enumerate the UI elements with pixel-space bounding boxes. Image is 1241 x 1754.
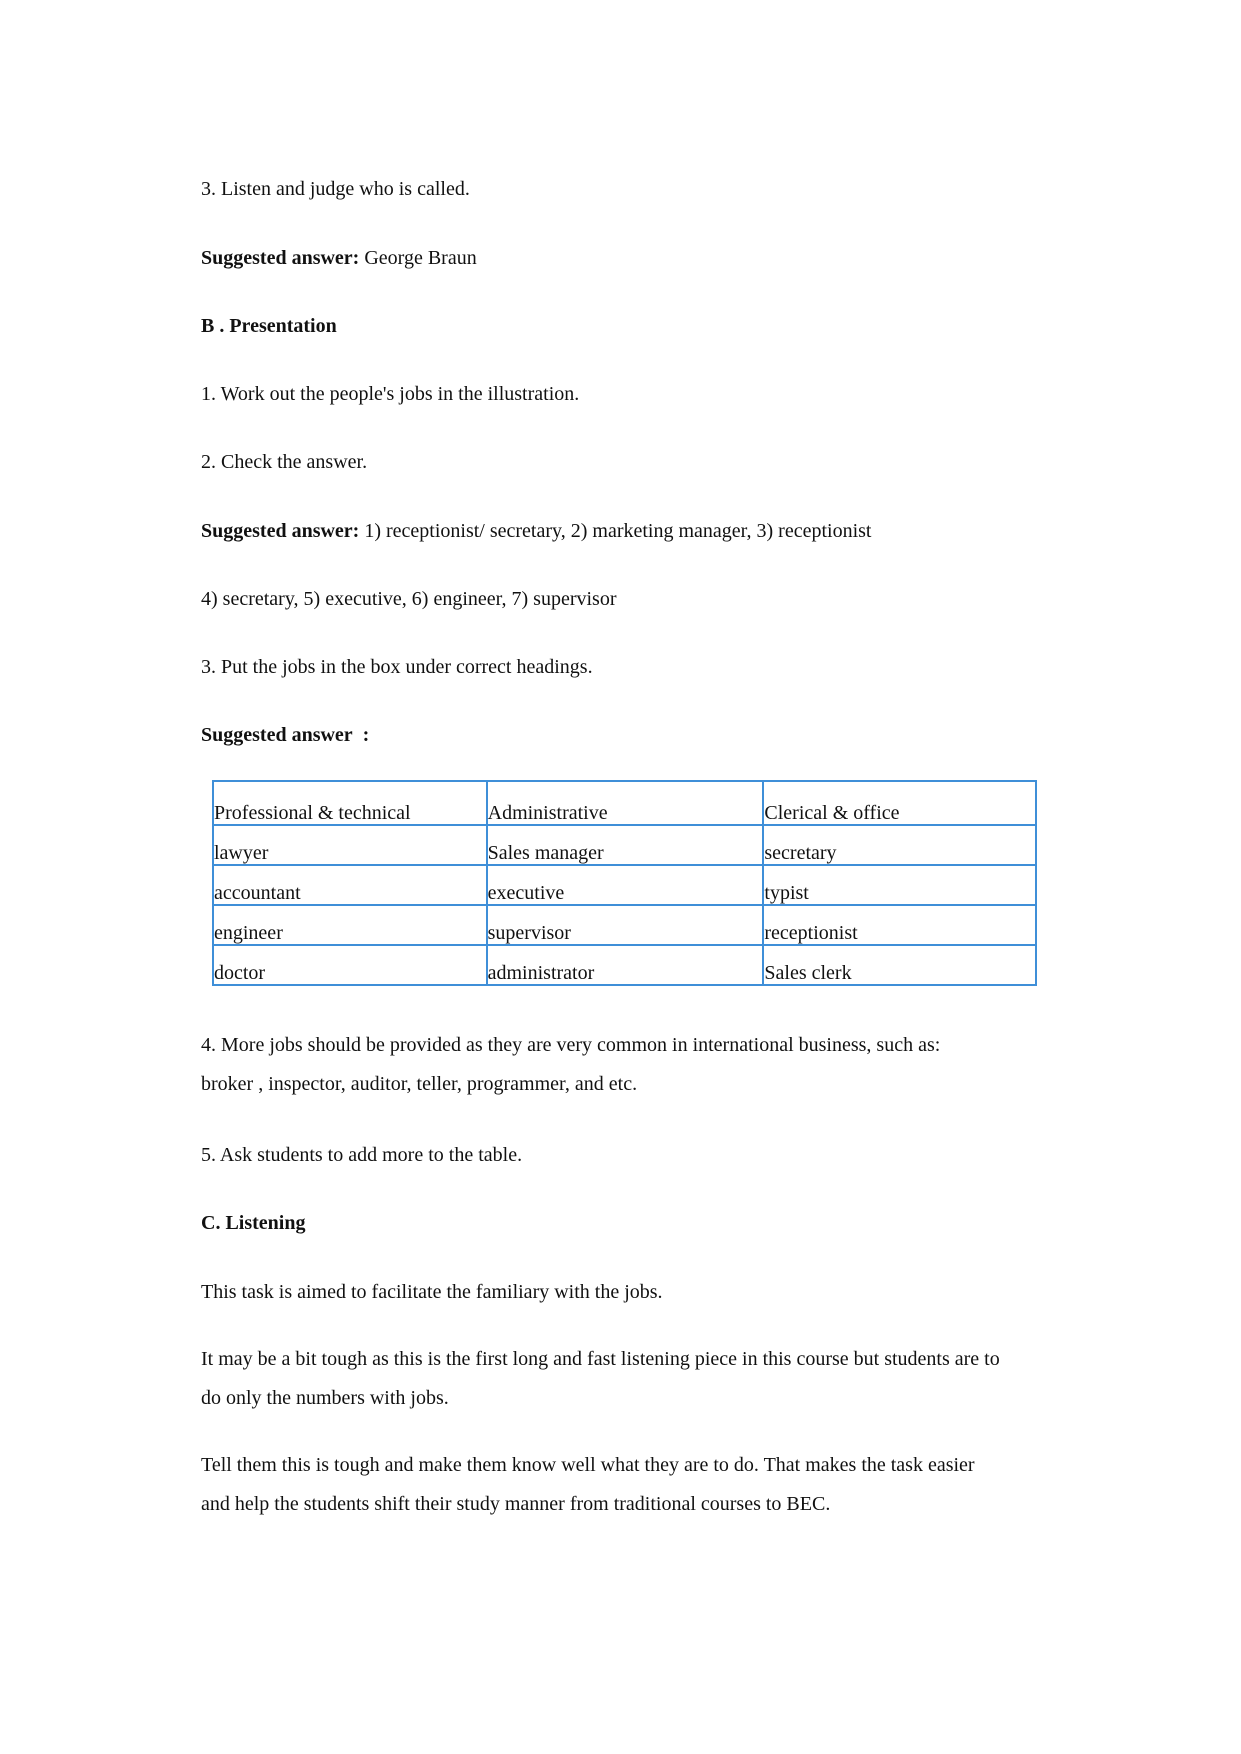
table-cell: supervisor (487, 905, 764, 945)
table-cell: doctor (213, 945, 487, 985)
instruction-add-more: 5. Ask students to add more to the table. (201, 1144, 523, 1166)
paragraph-line: 4. More jobs should be provided as they are very common in international business, such as: (201, 1034, 941, 1056)
suggested-answer-2-continued: 4) secretary, 5) executive, 6) engineer, 7) supervisor (201, 588, 617, 610)
jobs-table (212, 780, 1037, 986)
section-heading-presentation: B . Presentation (201, 315, 337, 337)
table-cell: Sales manager (487, 825, 764, 865)
table-header-cell: Administrative (487, 781, 764, 825)
suggested-answer-2 (201, 519, 871, 543)
paragraph-tough-listening (201, 1340, 1051, 1418)
table-header-row (213, 781, 1036, 825)
paragraph-tell-them (201, 1446, 1051, 1524)
suggested-answer-label: Suggested answer: (201, 247, 360, 269)
paragraph-line: broker , inspector, auditor, teller, programmer, and etc. (201, 1073, 638, 1095)
table-row (213, 905, 1036, 945)
instruction-listen-judge: 3. Listen and judge who is called. (201, 178, 470, 200)
paragraph-more-jobs (201, 1026, 1051, 1104)
paragraph-line: do only the numbers with jobs. (201, 1387, 449, 1409)
table-cell: administrator (487, 945, 764, 985)
paragraph-line: and help the students shift their study manner from traditional courses to BEC. (201, 1493, 831, 1515)
paragraph-line: Tell them this is tough and make them know well what they are to do. That makes the task easier (201, 1454, 975, 1476)
table-cell: typist (763, 865, 1036, 905)
paragraph-line: It may be a bit tough as this is the first long and fast listening piece in this course but students are to (201, 1348, 1000, 1370)
table-row (213, 945, 1036, 985)
table-cell: secretary (763, 825, 1036, 865)
instruction-work-out-jobs: 1. Work out the people's jobs in the illustration. (201, 383, 580, 405)
suggested-answer-label: Suggested answer: (201, 520, 360, 542)
section-heading-listening: C. Listening (201, 1212, 306, 1234)
table-cell: lawyer (213, 825, 487, 865)
table-cell: Sales clerk (763, 945, 1036, 985)
table-cell: receptionist (763, 905, 1036, 945)
table-cell: executive (487, 865, 764, 905)
instruction-put-jobs: 3. Put the jobs in the box under correct headings. (201, 656, 593, 678)
table-header-cell: Clerical & office (763, 781, 1036, 825)
instruction-check-answer: 2. Check the answer. (201, 451, 368, 473)
suggested-answer-3-label: Suggested answer : (201, 724, 370, 746)
table-row (213, 865, 1036, 905)
table-row (213, 825, 1036, 865)
suggested-answer-value: 1) receptionist/ secretary, 2) marketing manager, 3) receptionist (359, 520, 872, 542)
suggested-answer-value: George Braun (359, 247, 477, 269)
listening-task-aim: This task is aimed to facilitate the familiary with the jobs. (201, 1281, 663, 1303)
table-cell: accountant (213, 865, 487, 905)
table-header-cell: Professional & technical (213, 781, 487, 825)
suggested-answer-1 (201, 246, 477, 270)
table-cell: engineer (213, 905, 487, 945)
